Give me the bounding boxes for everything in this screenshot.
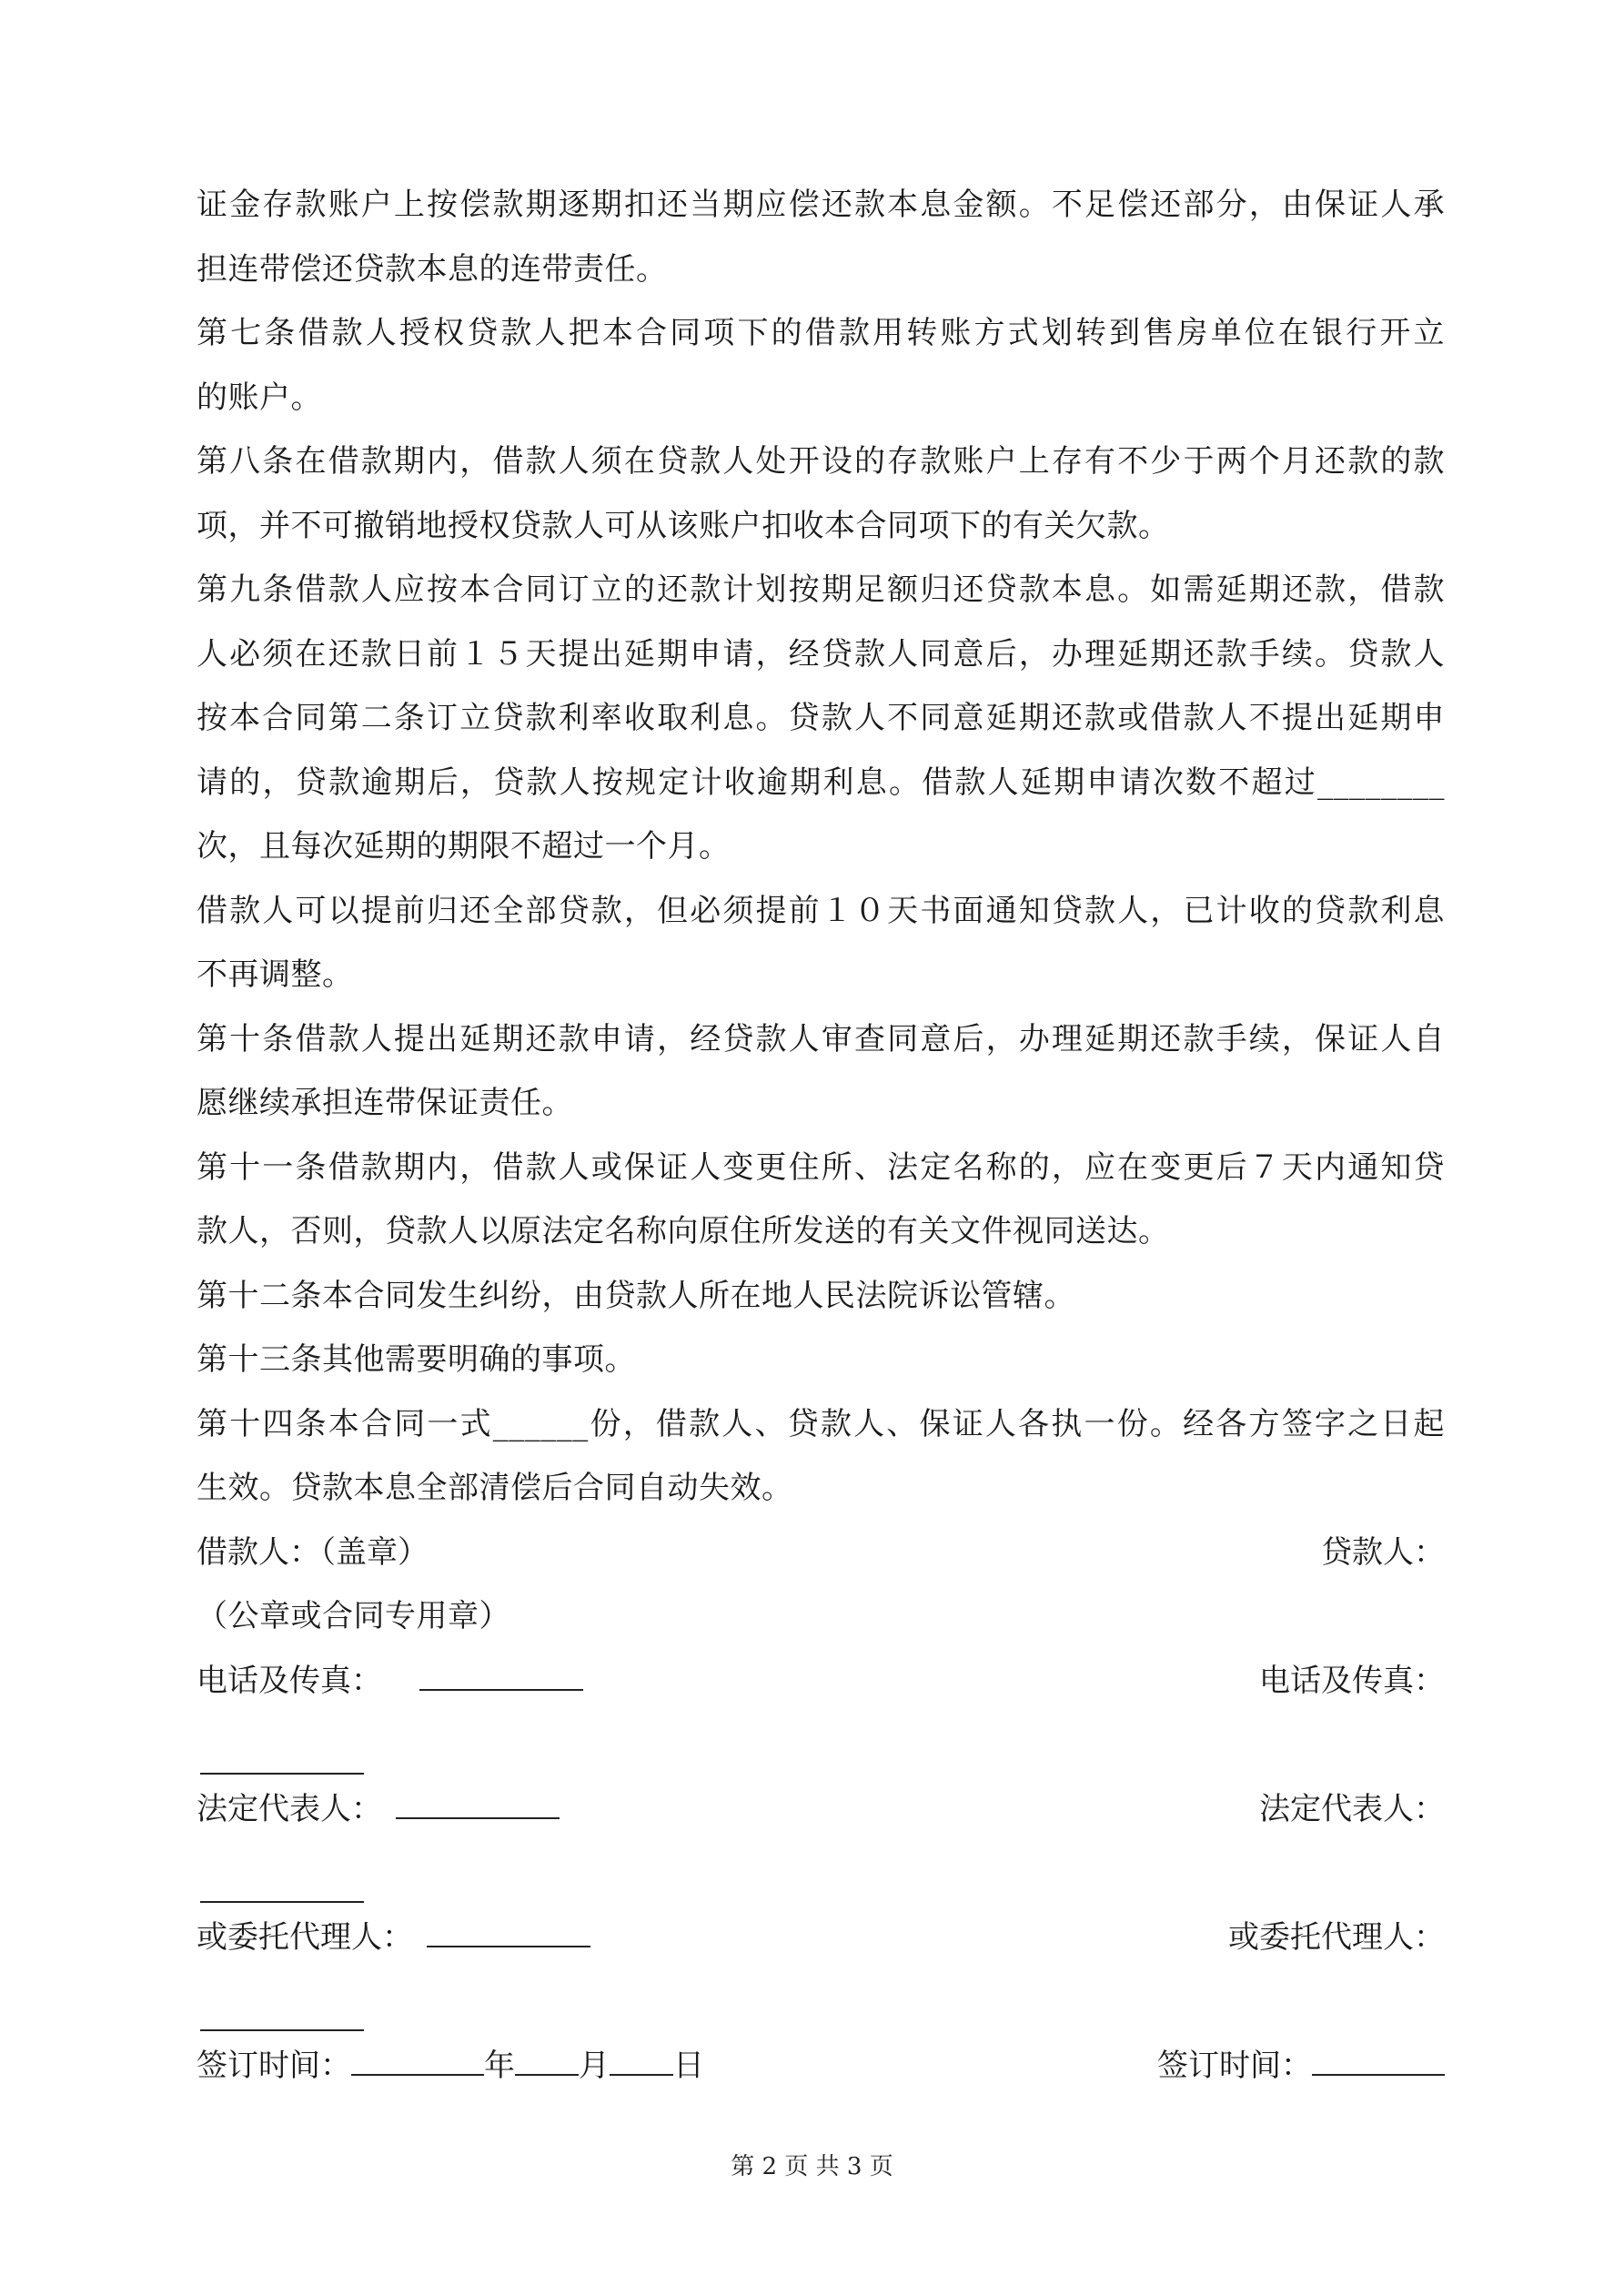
phone-left-field xyxy=(197,1649,583,1714)
rep-left-blank[interactable] xyxy=(396,1790,560,1819)
article-14-line: 生效。贷款本息全部清偿后合同自动失效。 xyxy=(197,1470,793,1506)
representative-row xyxy=(197,1777,1445,1842)
article-7-line: 第七条借款人授权贷款人把本合同项下的借款用转账方式划转到售房单位在银行开立 xyxy=(197,315,1445,351)
article-9-line: 次，且每次延期的期限不超过一个月。 xyxy=(197,828,731,865)
phone-row xyxy=(197,1649,1445,1714)
paragraph-line: 担连带偿还贷款本息的连带责任。 xyxy=(197,250,668,288)
article-9-line: 请的，贷款逾期后，贷款人按规定计收逾期利息。借款人延期申请次数不超过________ xyxy=(197,764,1445,801)
phone-left-label: 电话及传真： xyxy=(197,1662,382,1699)
signature-party-row xyxy=(197,1521,1445,1585)
article-11-line: 第十一条借款期内，借款人或保证人变更住所、法定名称的，应在变更后７天内通知贷 xyxy=(197,1148,1445,1186)
borrower-label: 借款人：（盖章） xyxy=(197,1533,429,1571)
article-9-line: 按本合同第二条订立贷款利率收取利息。贷款人不同意延期还款或借款人不提出延期申 xyxy=(197,700,1445,736)
seal-note: （公章或合同专用章） xyxy=(197,1598,510,1634)
page-footer: 第 2 页 共 3 页 xyxy=(731,2153,893,2180)
agent-right-label: 或委托代理人： xyxy=(1228,1918,1445,1956)
date-month-label: 月 xyxy=(579,2047,610,2084)
date-right-label: 签订时间： xyxy=(1157,2047,1312,2084)
article-7-line: 的账户。 xyxy=(197,379,322,416)
rep-left-label: 法定代表人： xyxy=(197,1790,382,1827)
paragraph-line: 证金存款账户上按偿款期逐期扣还当期应偿还款本息金额。不足偿还部分，由保证人承 xyxy=(197,187,1445,223)
contract-body xyxy=(197,173,1445,2098)
agent-left-blank[interactable] xyxy=(427,1918,590,1947)
date-row xyxy=(197,2034,1445,2099)
rep-left-field xyxy=(197,1777,560,1842)
date-month-blank[interactable] xyxy=(515,2047,579,2076)
article-13-line: 第十三条其他需要明确的事项。 xyxy=(197,1341,636,1378)
phone-left-blank[interactable] xyxy=(419,1662,583,1691)
date-year-blank[interactable] xyxy=(351,2047,484,2076)
article-10-line: 第十条借款人提出延期还款申请，经贷款人审查同意后，办理延期还款手续，保证人自 xyxy=(197,1020,1445,1057)
date-left-label: 签订时间： xyxy=(197,2047,351,2084)
rep-right-blank-row xyxy=(197,1841,1445,1906)
date-right-blank[interactable] xyxy=(1312,2047,1445,2076)
agent-left-field xyxy=(197,1906,590,1970)
date-right-field xyxy=(1157,2034,1445,2099)
prepayment-line: 借款人可以提前归还全部贷款，但必须提前１０天书面通知贷款人，已计收的贷款利息 xyxy=(197,892,1445,929)
agent-right-blank[interactable] xyxy=(200,2002,364,2031)
lender-label: 贷款人： xyxy=(1321,1533,1445,1571)
date-left-field xyxy=(197,2034,704,2099)
agent-row xyxy=(197,1906,1445,1970)
article-10-line: 愿继续承担连带保证责任。 xyxy=(197,1085,573,1121)
article-12-line: 第十二条本合同发生纠纷，由贷款人所在地人民法院诉讼管辖。 xyxy=(197,1277,1075,1314)
rep-right-blank[interactable] xyxy=(200,1874,364,1903)
date-year-label: 年 xyxy=(484,2047,515,2084)
article-9-line: 第九条借款人应按本合同订立的还款计划按期足额归还贷款本息。如需延期还款，借款 xyxy=(197,571,1445,608)
date-day-label: 日 xyxy=(673,2047,704,2084)
phone-right-blank[interactable] xyxy=(200,1745,364,1775)
phone-right-blank-row xyxy=(197,1713,1445,1777)
article-14-line: 第十四条本合同一式______份，借款人、贷款人、保证人各执一份。经各方签字之日起 xyxy=(197,1405,1445,1442)
agent-right-blank-row xyxy=(197,1969,1445,2034)
article-8-line: 第八条在借款期内，借款人须在贷款人处开设的存款账户上存有不少于两个月还款的款 xyxy=(197,443,1445,480)
phone-right-label: 电话及传真： xyxy=(1259,1662,1445,1699)
article-9-line: 人必须在还款日前１５天提出延期申请，经贷款人同意后，办理延期还款手续。贷款人 xyxy=(197,635,1445,673)
article-8-line: 项，并不可撤销地授权贷款人可从该账户扣收本合同项下的有关欠款。 xyxy=(197,507,1170,544)
article-11-line: 款人，否则，贷款人以原法定名称向原住所发送的有关文件视同送达。 xyxy=(197,1213,1170,1249)
rep-right-label: 法定代表人： xyxy=(1259,1790,1445,1827)
agent-left-label: 或委托代理人： xyxy=(197,1918,413,1956)
prepayment-line: 不再调整。 xyxy=(197,956,354,993)
date-day-blank[interactable] xyxy=(610,2047,673,2076)
